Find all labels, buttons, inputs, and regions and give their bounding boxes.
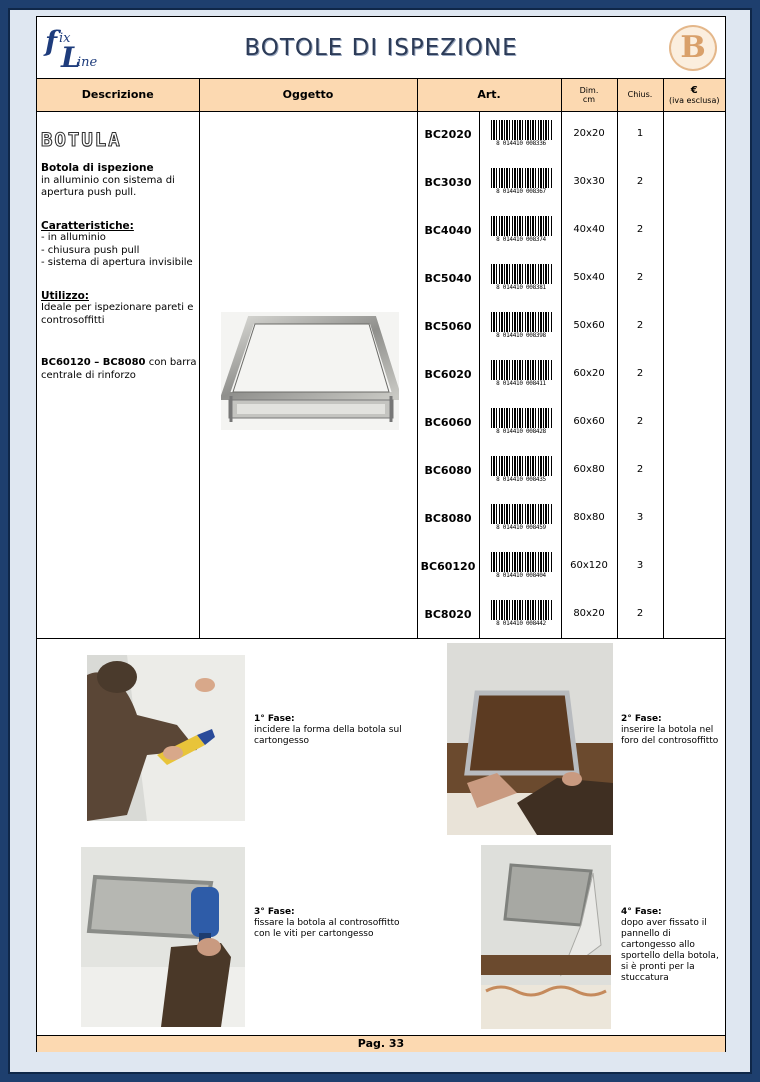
barcode xyxy=(485,360,557,390)
phase-2-photo xyxy=(447,643,613,835)
divider xyxy=(199,112,200,639)
phase-4-photo xyxy=(481,845,611,1029)
feature-item: - chiusura push pull xyxy=(41,244,140,256)
article-row xyxy=(417,256,725,304)
product-description xyxy=(41,129,199,382)
article-row xyxy=(417,448,725,496)
article-dim: 60x80 xyxy=(573,464,605,475)
article-row xyxy=(417,352,725,400)
barcode xyxy=(485,168,557,198)
col-price-symbol: € xyxy=(690,84,698,96)
barcode xyxy=(485,408,557,438)
article-chius: 2 xyxy=(636,368,644,379)
usage-text: Ideale per ispezionare pareti e controsoffitti xyxy=(41,302,194,326)
barcode-number: 8 014410 008367 xyxy=(496,188,546,195)
botola-product-image xyxy=(221,312,399,430)
article-row xyxy=(417,304,725,352)
article-chius: 2 xyxy=(636,176,644,187)
phase-2-text xyxy=(621,714,725,747)
fixline-logo-ix: ix xyxy=(59,31,71,46)
fixline-logo-l: L xyxy=(61,41,81,74)
barcode xyxy=(485,312,557,342)
article-dim: 60x20 xyxy=(573,368,605,379)
barcode-bars xyxy=(491,504,553,524)
col-dim-label: Dim. xyxy=(579,85,599,95)
article-chius: 2 xyxy=(636,272,644,283)
article-chius: 2 xyxy=(636,608,644,619)
phase-description: dopo aver fissato il pannello di cartongesso allo sportello della botola, si è pronti per la stuccatura xyxy=(621,918,719,983)
article-dim: 60x120 xyxy=(570,560,608,571)
barcode xyxy=(485,552,557,582)
col-price xyxy=(663,79,725,111)
page-title: BOTOLE DI ISPEZIONE xyxy=(244,35,518,61)
article-code: BC8020 xyxy=(424,608,472,621)
article-row xyxy=(417,112,725,160)
barcode-number: 8 014410 008404 xyxy=(496,572,546,579)
col-art: Art. xyxy=(417,79,561,111)
phase-title: 2° Fase: xyxy=(621,714,662,724)
article-chius: 3 xyxy=(636,560,644,571)
col-oggetto: Oggetto xyxy=(199,79,417,111)
feature-item: - in alluminio xyxy=(41,232,106,243)
article-dim: 50x40 xyxy=(573,272,605,283)
barcode-bars xyxy=(491,552,553,572)
barcode-bars xyxy=(491,264,553,284)
article-dim: 40x40 xyxy=(573,224,605,235)
article-row xyxy=(417,544,725,592)
page-header xyxy=(37,17,725,79)
col-dim-unit: cm xyxy=(582,94,596,104)
barcode-number: 8 014410 008435 xyxy=(496,476,546,483)
article-code: BC60120 xyxy=(420,560,476,573)
article-chius: 2 xyxy=(636,416,644,427)
article-row xyxy=(417,400,725,448)
barcode xyxy=(485,120,557,150)
product-intro: in alluminio con sistema di apertura push pull. xyxy=(41,174,175,198)
phase-title: 4° Fase: xyxy=(621,907,662,917)
features-title: Caratteristiche: xyxy=(41,219,134,232)
barcode xyxy=(485,216,557,246)
barcode-number: 8 014410 008411 xyxy=(496,380,546,387)
article-row xyxy=(417,160,725,208)
article-dim: 20x20 xyxy=(573,128,605,139)
brand-b-logo: B xyxy=(669,25,717,71)
barcode-number: 8 014410 008374 xyxy=(496,236,546,243)
article-dim: 30x30 xyxy=(573,176,605,187)
article-code: BC5040 xyxy=(424,272,472,285)
barcode-bars xyxy=(491,312,553,332)
col-chius: Chius. xyxy=(617,79,663,111)
article-chius: 2 xyxy=(636,224,644,235)
barcode-number: 8 014410 008398 xyxy=(496,332,546,339)
article-code: BC8080 xyxy=(424,512,472,525)
fixline-logo-f: f xyxy=(45,25,58,58)
article-chius: 1 xyxy=(636,128,644,139)
product-table-body xyxy=(37,112,725,639)
page-number: Pag. 33 xyxy=(37,1035,725,1052)
barcode-number: 8 014410 008381 xyxy=(496,284,546,291)
col-dim xyxy=(561,79,617,111)
barcode-bars xyxy=(491,120,553,140)
reinforcement-note xyxy=(41,357,199,382)
barcode xyxy=(485,504,557,534)
col-descrizione: Descrizione xyxy=(37,79,199,111)
phase-title: 1° Fase: xyxy=(254,714,295,724)
usage-title: Utilizzo: xyxy=(41,289,89,302)
barcode-bars xyxy=(491,216,553,236)
article-code: BC6080 xyxy=(424,464,472,477)
barcode-bars xyxy=(491,408,553,428)
article-code: BC6060 xyxy=(424,416,472,429)
article-chius: 2 xyxy=(636,320,644,331)
barcode-number: 8 014410 008428 xyxy=(496,428,546,435)
barcode-bars xyxy=(491,456,553,476)
product-name: Botola di ispezione xyxy=(41,162,154,174)
article-dim: 60x60 xyxy=(573,416,605,427)
feature-item: - sistema di apertura invisibile xyxy=(41,257,193,268)
phase-1-photo xyxy=(87,655,245,821)
article-chius: 3 xyxy=(636,512,644,523)
article-code: BC6020 xyxy=(424,368,472,381)
col-price-note: (iva esclusa) xyxy=(669,95,720,105)
barcode-bars xyxy=(491,168,553,188)
column-header-row xyxy=(37,79,725,112)
barcode xyxy=(485,456,557,486)
phase-3-text xyxy=(254,907,414,940)
article-row xyxy=(417,496,725,544)
article-code: BC3030 xyxy=(424,176,472,189)
fixline-logo-ine: ine xyxy=(77,55,98,70)
phase-3-photo xyxy=(81,847,245,1027)
botula-logo: BOTULA xyxy=(41,134,199,156)
article-code: BC2020 xyxy=(424,128,472,141)
note-text: con barra centrale di rinforzo xyxy=(41,357,197,381)
catalog-page xyxy=(36,16,726,1052)
article-dim: 80x20 xyxy=(573,608,605,619)
article-chius: 2 xyxy=(636,464,644,475)
phase-4-text xyxy=(621,907,725,984)
phase-description: fissare la botola al controsoffitto con le viti per cartongesso xyxy=(254,918,400,939)
phase-description: incidere la forma della botola sul cartongesso xyxy=(254,725,402,746)
phase-title: 3° Fase: xyxy=(254,907,295,917)
phase-1-text xyxy=(254,714,414,747)
article-row xyxy=(417,208,725,256)
note-codes: BC60120 – BC8080 xyxy=(41,357,146,368)
barcode-number: 8 014410 008442 xyxy=(496,620,546,627)
article-dim: 80x80 xyxy=(573,512,605,523)
article-code: BC4040 xyxy=(424,224,472,237)
barcode-number: 8 014410 008459 xyxy=(496,524,546,531)
article-row xyxy=(417,592,725,640)
phase-description: inserire la botola nel foro del controsoffitto xyxy=(621,725,719,746)
barcode-number: 8 014410 008336 xyxy=(496,140,546,147)
barcode xyxy=(485,264,557,294)
article-code: BC5060 xyxy=(424,320,472,333)
barcode-bars xyxy=(491,600,553,620)
barcode xyxy=(485,600,557,630)
article-dim: 50x60 xyxy=(573,320,605,331)
barcode-bars xyxy=(491,360,553,380)
